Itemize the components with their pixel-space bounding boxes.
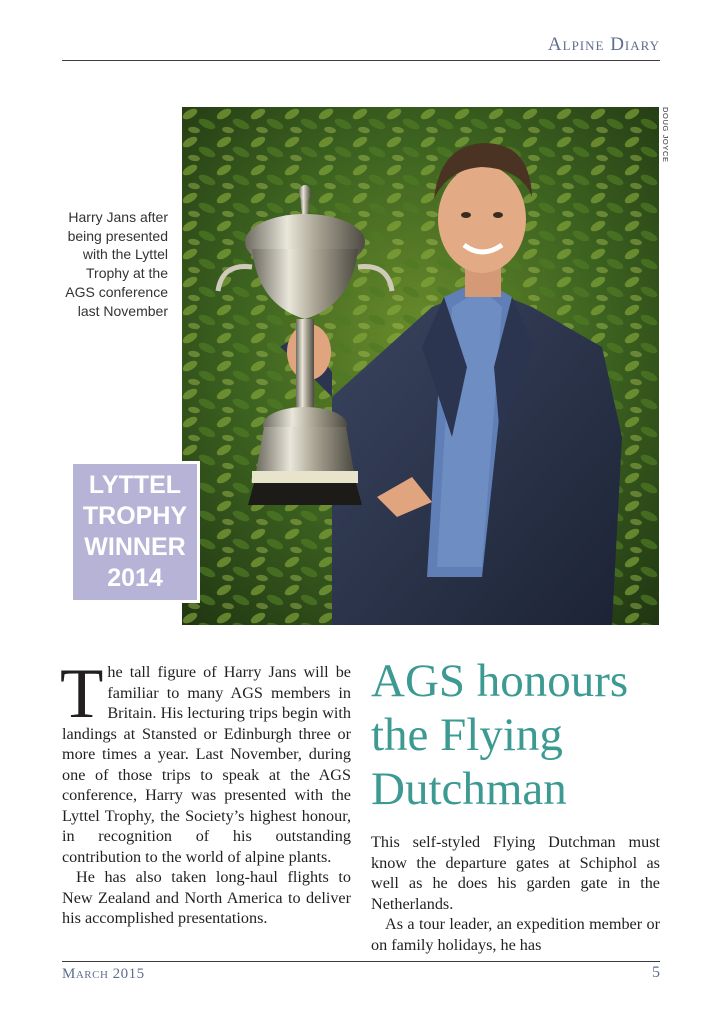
article-paragraph: As a tour leader, an expedition member or on family holidays, he has [371,915,660,954]
paragraph-text: he tall figure of Harry Jans will be familiar to many AGS members in Britain. His lecturing trips begin with landings at Stansted or Edinburgh three or more times a year. Last November, during one of those trips to speak at the AGS conference, Harry was presented with the Lyttel Trophy, the Society’s highest honour, in recognition of his outstanding contribution to the world of alpine plants. [62,663,351,866]
section-title: Alpine Diary [547,34,660,55]
article-paragraph: He has also taken long-haul flights to New Zealand and North America to deliver his accomplished presentations. [62,868,351,927]
page-number: 5 [652,964,660,981]
photo-illustration [182,107,659,625]
drop-cap: T [60,655,104,733]
header-rule [62,60,660,61]
article-column-right [371,832,660,955]
article-column-left [60,655,351,929]
article-photo [182,107,659,625]
badge-line-1: LYTTEL [88,471,182,499]
badge-line-4: 2014 [107,564,163,592]
issue-date: March 2015 [62,966,145,982]
article-paragraph [60,655,351,867]
badge-line-2: TROPHY [82,502,188,530]
footer-rule [62,961,660,962]
article-paragraph: This self-styled Flying Dutchman must know the departure gates at Schiphol as well as he does his garden gate in the Netherlands. [371,833,660,913]
photo-credit: DOUG JOYCE [661,107,670,163]
badge-line-3: WINNER [84,533,186,561]
article-headline: AGS honours the Flying Dutchman [371,655,629,815]
award-badge [70,461,200,603]
photo-caption: Harry Jans after being presented with the Lyttel Trophy at the AGS conference last November [65,209,168,319]
